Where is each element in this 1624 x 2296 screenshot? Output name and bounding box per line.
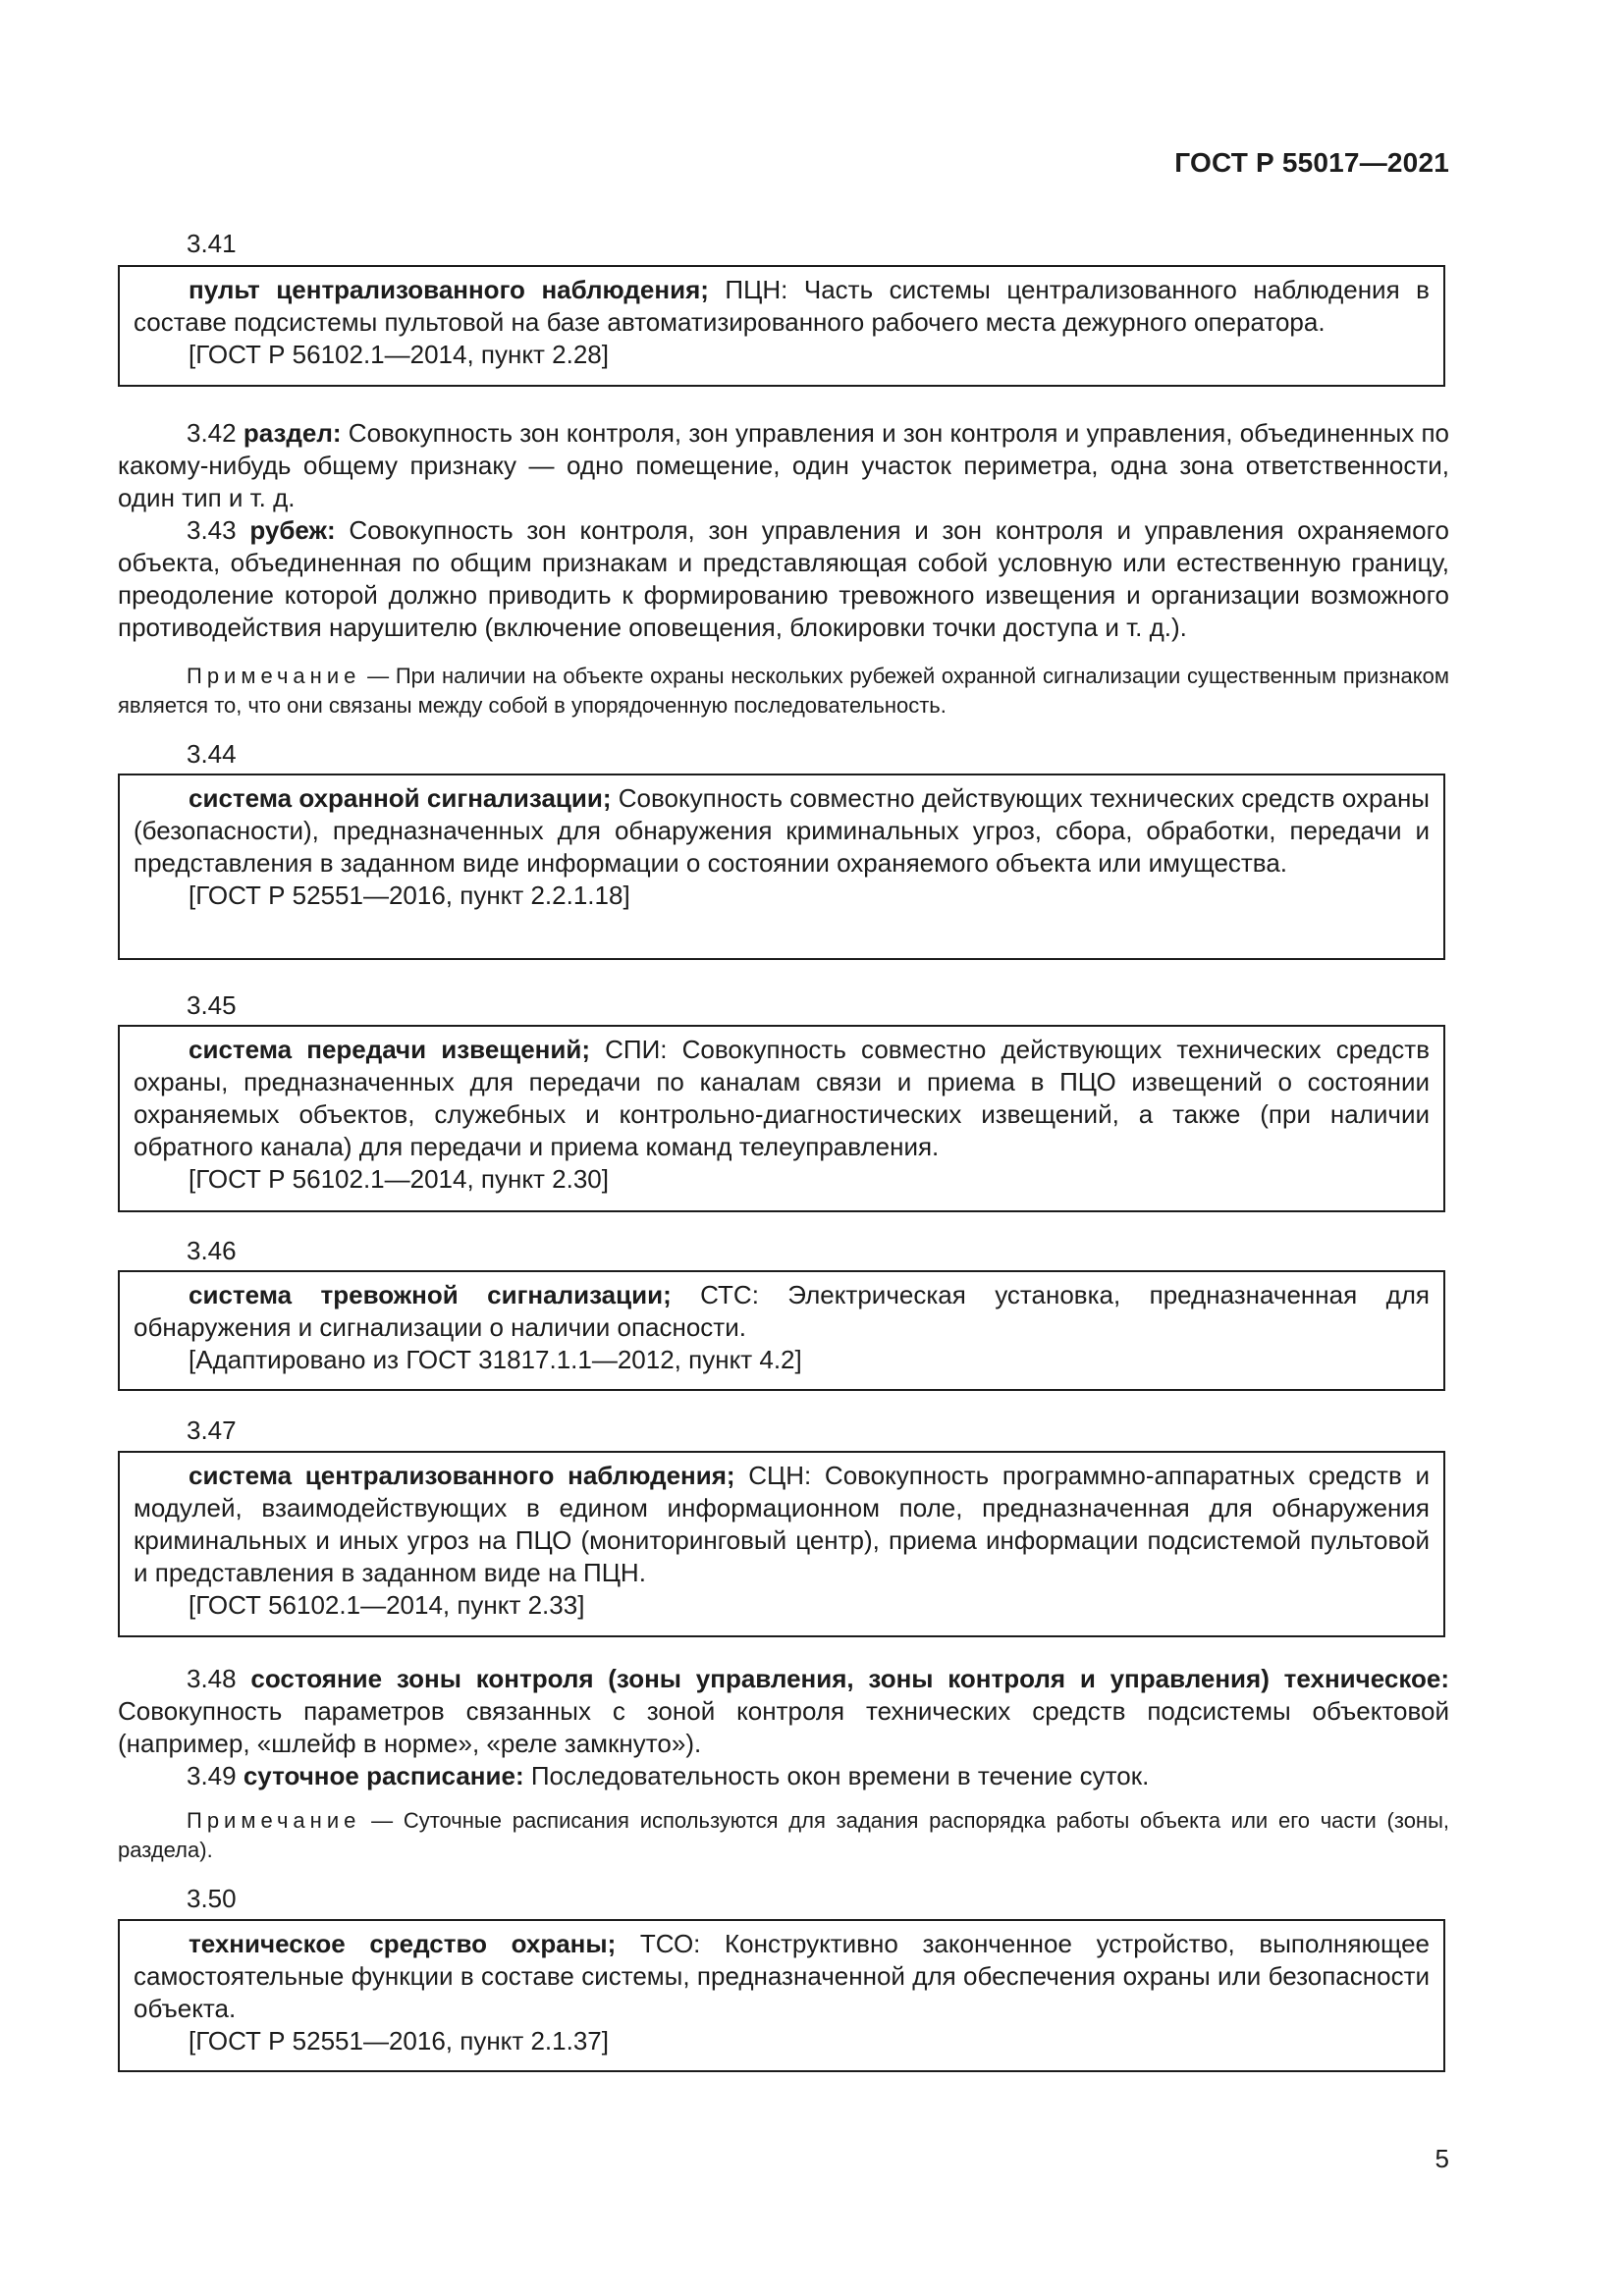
term-number: 3.43 <box>187 515 237 545</box>
term-source: [ГОСТ Р 56102.1—2014, пункт 2.30] <box>189 1164 609 1194</box>
term-definition <box>134 1460 1430 1589</box>
term-text: Совокупность зон контроля, зон управления и зон контроля и управления, объединенных по какому-нибудь общему признаку — одно помещение, один участок периметра, одна зона ответственности, один тип и т. д. <box>118 418 1450 512</box>
term-title: суточное расписание: <box>243 1761 524 1790</box>
term-number-3-46: 3.46 <box>187 1236 237 1265</box>
note-label: Примечание <box>187 664 361 688</box>
term-number-3-47: 3.47 <box>187 1415 237 1445</box>
term-number: 3.48 <box>187 1664 237 1693</box>
term-box-3-44 <box>118 774 1445 960</box>
term-box-3-45 <box>118 1025 1445 1212</box>
term-source: [ГОСТ 56102.1—2014, пункт 2.33] <box>189 1590 585 1620</box>
term-source: [ГОСТ Р 56102.1—2014, пункт 2.28] <box>189 340 609 369</box>
term-number: 3.42 <box>187 418 237 448</box>
term-definition <box>134 782 1430 880</box>
term-definition <box>134 274 1430 339</box>
note-text: — Суточные расписания используются для задания распорядка работы объекта или его части (зоны, раздела). <box>118 1808 1449 1862</box>
note-3-49 <box>118 1806 1449 1865</box>
term-text: СТС: Электрическая установка, предназначенная для обнаружения и сигнализации о наличии опасности. <box>134 1280 1430 1342</box>
term-title: система тревожной сигнализации; <box>189 1280 672 1309</box>
term-title: система передачи извещений; <box>189 1035 591 1064</box>
term-paragraph-3-48 <box>118 1663 1449 1760</box>
term-text: Совокупность зон контроля, зон управления и зон контроля и управления охраняемого объекта, объединенная по общим признакам и представляющая собой условную или естественную границу, преодоление которой должно приводить к формированию тревожного извещения и организации возможного противодействия нарушителю (включение оповещения, блокировки точки доступа и т. д.). <box>118 515 1449 642</box>
term-text: ПЦН: Часть системы централизованного наблюдения в составе подсистемы пультовой на базе автоматизированного рабочего места дежурного оператора. <box>134 275 1430 337</box>
document-header: ГОСТ Р 55017—2021 <box>1174 147 1449 178</box>
term-text: СПИ: Совокупность совместно действующих технических средств охраны, предназначенных для передачи по каналам связи и приема в ПЦО извещений о состоянии охраняемых объектов, служебных и контрольно-диагностических извещений, а также (при наличии обратного канала) для передачи и приема команд телеуправления. <box>134 1035 1431 1161</box>
term-definition <box>134 1279 1430 1344</box>
note-3-43 <box>118 662 1449 721</box>
note-label: Примечание <box>187 1808 361 1833</box>
term-source: [Адаптировано из ГОСТ 31817.1.1—2012, пункт 4.2] <box>189 1345 802 1374</box>
term-title: раздел: <box>243 418 342 448</box>
term-paragraph-3-49 <box>118 1760 1449 1792</box>
page-number: 5 <box>1435 2144 1449 2173</box>
term-title: система охранной сигнализации; <box>189 783 612 813</box>
term-text: СЦН: Совокупность программно-аппаратных средств и модулей, взаимодействующих в едином информационном поле, предназначенная для обнаружения криминальных и иных угроз на ПЦО (мониторинговый центр), приема информации подсистемой пультовой и представления в заданном виде на ПЦН. <box>134 1461 1430 1587</box>
term-title: система централизованного наблюдения; <box>189 1461 735 1490</box>
term-number-3-44: 3.44 <box>187 739 237 769</box>
term-number-3-41: 3.41 <box>187 229 237 258</box>
term-text: Совокупность совместно действующих технических средств охраны (безопасности), предназначенных для обнаружения криминальных угроз, сбора, обработки, передачи и представления в заданном виде информации о состоянии охраняемого объекта или имущества. <box>134 783 1430 878</box>
term-title: рубеж: <box>249 515 336 545</box>
term-definition <box>134 1034 1430 1163</box>
term-box-3-50 <box>118 1919 1445 2072</box>
term-number-3-45: 3.45 <box>187 990 237 1020</box>
term-paragraph-3-42 <box>118 417 1449 514</box>
term-text: Последовательность окон времени в течение суток. <box>523 1761 1150 1790</box>
term-text: Совокупность параметров связанных с зоной контроля технических средств подсистемы объектовой (например, «шлейф в норме», «реле замкнуто»). <box>118 1696 1449 1758</box>
term-number: 3.49 <box>187 1761 237 1790</box>
term-box-3-47 <box>118 1451 1445 1637</box>
term-title: состояние зоны контроля (зоны управления, зоны контроля и управления) техническое: <box>250 1664 1449 1693</box>
term-text: ТСО: Конструктивно законченное устройство, выполняющее самостоятельные функции в составе системы, предназначенной для обеспечения охраны или безопасности объекта. <box>134 1929 1430 2023</box>
term-title: пульт централизованного наблюдения; <box>189 275 709 304</box>
term-box-3-46 <box>118 1270 1445 1391</box>
term-paragraph-3-43 <box>118 514 1449 644</box>
term-source: [ГОСТ Р 52551—2016, пункт 2.1.37] <box>189 2026 609 2056</box>
term-definition <box>134 1928 1430 2025</box>
note-text: — При наличии на объекте охраны нескольких рубежей охранной сигнализации существенным признаком является то, что они связаны между собой в упорядоченную последовательность. <box>118 664 1449 718</box>
term-source: [ГОСТ Р 52551—2016, пункт 2.2.1.18] <box>189 881 630 910</box>
term-number-3-50: 3.50 <box>187 1884 237 1913</box>
term-box-3-41 <box>118 265 1445 387</box>
term-title: техническое средство охраны; <box>189 1929 617 1958</box>
